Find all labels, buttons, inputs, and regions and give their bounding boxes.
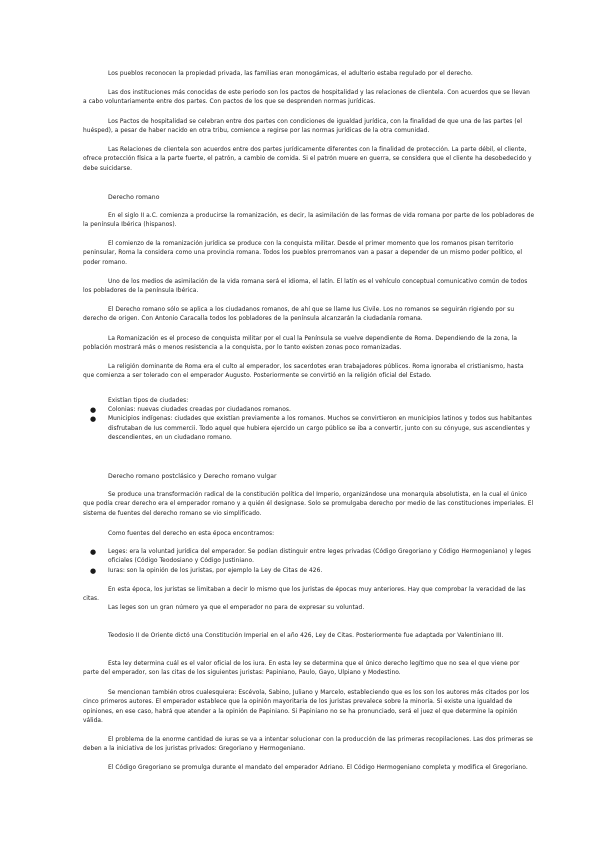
paragraph-text: Las dos instituciones más conocidas de este periodo son los pactos de hospitalidad y las relaciones de clientela. Con acuerdos que se llevan a cabo voluntariamente entre dos partes. Con pactos de los que se desprenden normas jurídicas. xyxy=(83,90,530,106)
bullet-icon: ● xyxy=(90,548,97,556)
paragraph xyxy=(83,335,535,354)
list-item xyxy=(83,415,535,443)
list-item-text: Iuras: son la opinión de los juristas, por ejemplo la Ley de Citas de 426. xyxy=(108,567,323,574)
paragraph xyxy=(83,306,535,325)
list-item-text: Leges: era la voluntad jurídica del emperador. Se podían distinguir entre leges privadas (Código Gregoriano y Código Hermogeniano) y leges oficiales (Código Teodosiano y Código Justiniano. xyxy=(108,549,531,565)
list-item-text: Municipios indígenas: ciudades que existían previamente a los romanos. Muchos se convirtieron en municipios latinos y todos sus habitantes disfrutaban de Ius commercii. Todo aquel que hubiera ejercido un cargo público se iba a convertir, junto con su cónyuge, sus ascendientes y descendientes, en un ciudadano romano. xyxy=(108,416,532,442)
list-item-text: Colonias: nuevas ciudades creadas por ciudadanos romanos. xyxy=(108,407,291,413)
section-heading: Derecho romano xyxy=(108,194,160,201)
paragraph xyxy=(83,764,535,773)
paragraph xyxy=(83,89,535,108)
bullet-icon: ● xyxy=(90,406,97,414)
paragraph xyxy=(83,604,535,613)
paragraph xyxy=(83,736,535,755)
paragraph-text: Los Pactos de hospitalidad se celebran entre dos partes con condiciones de igualdad jurídica, con la finalidad de que una de las partes (el huésped), a pesar de haber nacido en otra tribu, comience a regirse por las normas jurídicas de la otra comunidad. xyxy=(83,119,523,135)
paragraph-text: Esta ley determina cuál es el valor oficial de los iura. En esta ley se determina que el único derecho legítimo que no sea el que viene por parte del emperador, son las citas de los siguientes juristas: Papiniano, Paulo, Gayo, Ulpiano y Modestino. xyxy=(83,661,520,677)
ciudades-list xyxy=(83,406,535,444)
paragraph-text: El problema de la enorme cantidad de iuras se va a intentar solucionar con la producción de las primeras recopilaciones. Las dos primeras se deben a la iniciativa de los juristas privados: Gregoriano y Hermogeniano. xyxy=(83,737,533,753)
paragraph-text: Las leges son un gran número ya que el emperador no para de expresar su voluntad. xyxy=(108,605,365,611)
bullet-icon: ● xyxy=(90,566,97,575)
paragraph xyxy=(83,660,535,679)
paragraph xyxy=(83,118,535,137)
paragraph-text: Los pueblos reconocen la propiedad privada, las familias eran monogámicas, el adulterio estaba regulado por el derecho. xyxy=(108,71,473,77)
paragraph xyxy=(83,363,535,382)
paragraph-text: La religión dominante de Roma era el culto al emperador, los sacerdotes eran trabajadores públicos. Roma ignoraba el cristianismo, hasta que comienza a ser tolerado con el emperador Augusto. Posteriormente se convirtió en la religión oficial del Estado. xyxy=(83,364,524,380)
paragraph-text: Se produce una transformación radical de la constitución política del Imperio, organizándose una monarquía absolutista, en la cual el único que podía crear derecho era el emperador romano y a quién él designase. Solo se promulgaba derecho por medio de las constituciones imperiales. El sistema de fuentes del derecho romano se vio simplificado. xyxy=(83,492,534,517)
paragraph xyxy=(83,278,535,297)
paragraph xyxy=(83,632,535,641)
bullet-icon: ● xyxy=(90,415,97,424)
paragraph-text: El Derecho romano sólo se aplica a los ciudadanos romanos, de ahí que se llame Ius Civile. Los no romanos se seguirán rigiendo por su derecho de origen. Con Antonio Caracalla todos los pobladores de la península alcanzarán la ciudadanía romana. xyxy=(83,307,515,323)
paragraph-text: El comienzo de la romanización jurídica se produce con la conquista militar. Desde el primer momento que los romanos pisan territorio peninsular, Roma la considera como una provincia romana. Todos los pueblos prerromanos van a pasar a depender de un mismo poder político, el poder romano. xyxy=(83,241,523,266)
paragraph xyxy=(83,689,535,727)
list-item xyxy=(83,406,535,415)
paragraph-text: Teodosio II de Oriente dictó una Constitución Imperial en el año 426, Ley de Citas. Posteriormente fue adaptada por Valentiniano III. xyxy=(108,633,504,639)
paragraph xyxy=(83,70,535,79)
paragraph-text: Las Relaciones de clientela son acuerdos entre dos partes jurídicamente diferentes con la finalidad de protección. La parte débil, el cliente, ofrece protección física a la parte fuerte, el patrón, a cambio de comida. Si el patrón muere en guerra, se considera que el cliente ha desobedecido y debe suicidarse. xyxy=(83,147,532,172)
list-intro: Como fuentes del derecho en esta época encontramos: xyxy=(108,531,275,537)
paragraph-text: Se mencionan también otros cualesquiera: Escévola, Sabino, Juliano y Marcelo, estableciendo que es los son los autores más citados por los cinco primeros autores. El emperador establece que la opinión mayoritaria de los juristas prevalece sobre la minoría. Si existe una igualdad de opiniones, en ese caso, habrá que atender a la opinión de Papiniano. Si Papiniano no se ha pronunciado, será el juez el que determine la opinión válida. xyxy=(83,690,530,725)
paragraph xyxy=(83,586,535,605)
paragraph xyxy=(83,146,535,174)
section-heading: Derecho romano postclásico y Derecho romano vulgar xyxy=(108,473,277,480)
list-intro: Existían tipos de ciudades: xyxy=(108,398,189,404)
paragraph-text: En el siglo II a.C. comienza a producirse la romanización, es decir, la asimilación de las formas de vida romana por parte de los pobladores de la península Ibérica (hispanos). xyxy=(83,213,535,229)
paragraph-text: Uno de los medios de asimilación de la vida romana será el idioma, el latín. El latín es el vehículo conceptual comunicativo común de todos los pobladores de la península Ibérica. xyxy=(83,279,528,295)
paragraph-text: En esta época, los juristas se limitaban a decir lo mismo que los juristas de épocas muy anteriores. Hay que comprobar la veracidad de las citas. xyxy=(83,587,526,603)
paragraph xyxy=(83,212,535,231)
paragraph xyxy=(83,240,535,268)
fuentes-list xyxy=(83,548,535,576)
paragraph xyxy=(83,491,535,519)
paragraph-text: El Código Gregoriano se promulga durante el mandato del emperador Adriano. El Código Hermogeniano completa y modifica el Gregoriano. xyxy=(108,765,528,771)
list-item xyxy=(83,567,535,576)
list-item xyxy=(83,548,535,567)
paragraph-text: La Romanización es el proceso de conquista militar por el cual la Península se vuelve dependiente de Roma. Dependiendo de la zona, la población mostrará más o menos resistencia a la conquista, por lo tanto existen zonas poco romanizadas. xyxy=(83,336,518,352)
